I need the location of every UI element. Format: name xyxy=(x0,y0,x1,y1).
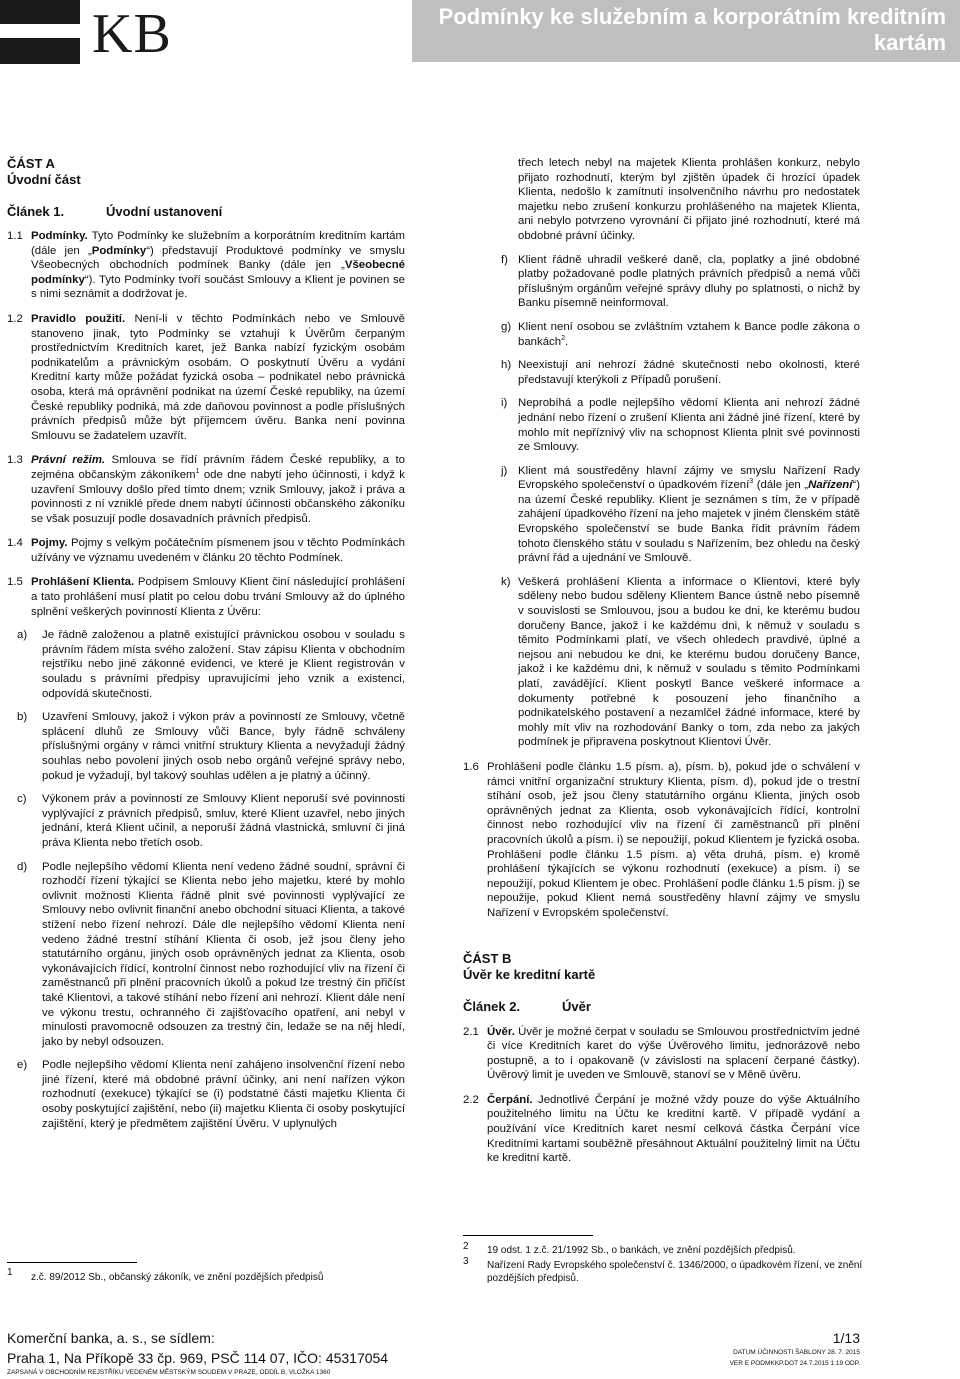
footer-registry: ZAPSANÁ V OBCHODNÍM REJSTŘÍKU VEDENÉM MĚSTSKÝM SOUDEM V PRAZE, ODDÍL B, VLOŽKA 1360 xyxy=(7,1369,331,1376)
right-column xyxy=(463,156,860,1166)
footnote-2: 19 odst. 1 z.č. 21/1992 Sb., o bankách, ve znění pozdějších předpisů. xyxy=(487,1245,796,1256)
footnote-3-number: 3 xyxy=(463,1256,469,1267)
kb-logo-text: KB xyxy=(92,3,172,65)
declaration-i: i) Neprobíhá a podle nejlepšího vědomí Klienta ani nehrozí žádné jednání nebo řízení o zrušení Klienta ani žádné jiné řízení, které by mohlo mít nepříznivý vliv na schopnost Klienta plnit své povinnosti ze Smlouvy. xyxy=(501,397,860,454)
declaration-e: e) Podle nejlepšího vědomí Klienta není zahájeno insolvenční řízení nebo jiné řízení, které má obdobné právní účinky, ani není nařízen výkon rozhodnutí (exekuce) týkající se (i) podstatné části majetku Klienta či osoby poskytující zajištění, nebo (ii) majetku Klienta či osoby poskytující zajištění, který je předmětem zajištění Úvěru. V uplynulých xyxy=(17,1059,405,1130)
part-b-label: ČÁST B xyxy=(463,950,512,966)
part-b-title: Úvěr ke kreditní kartě xyxy=(463,966,596,982)
declaration-a: a) Je řádně založenou a platně existující právnickou osobou v souladu s právním řádem místa svého založení. Stav zápisu Klienta v obchodním rejstříku nebo jiné zákonné evidenci, ve které je Klient registrován v souladu s právními předpisy upravujícími jeho vznik a existenci, odpovídá skutečnosti. xyxy=(17,629,405,700)
footnote-divider-right xyxy=(463,1235,593,1236)
footnote-2-number: 2 xyxy=(463,1241,469,1252)
section-2-1: 2.1 Úvěr. Úvěr je možné čerpat v souladu se Smlouvou prostřednictvím jedné či více Kreditních karet do výše Úvěrového limitu, jednorázově nebo postupně, a to i opakovaně (v závislosti na splacení čerpané částky). Úvěrový limit je uveden ve Smlouvě, stanoví se v Měně úvěru. xyxy=(463,1025,860,1082)
section-1-2: 1.2 Pravidlo použití. Není-li v těchto Podmínkách nebo ve Smlouvě stanoveno jinak, tyto Podmínky se vztahují k Úvěrům čerpaným prostřednictvím Kreditních karet, jež Banka nabízí fyzickým osobám podnikatelům a právnickým osobám. O poskytnutí Úvěru a vydání Kreditní karty může požádat fyzická osoba – podnikatel nebo právnická osoba, která má oprávnění podnikat na území České republiky, na území České republiky podniká, má zde daňovou povinnost a podle příslušných právních předpisů může být příjemcem úvěru. Banka není povinna Smlouvu se žadatelem uzavřít. xyxy=(7,312,406,442)
section-2-2: 2.2 Čerpání. Jednotlivé Čerpání je možné vždy pouze do výše Aktuálního použitelného limitu na Účtu ke kreditní kartě. V případě vydání a používání více Kreditních karet nesmí celková částka Čerpání více Kreditními kartami souběžně přesáhnout Aktuální použitelný limit na Účtu ke kreditní kartě. xyxy=(463,1093,860,1165)
page-number: 1/13 xyxy=(832,1330,860,1346)
kb-logo-mark xyxy=(0,0,80,64)
declaration-b: b) Uzavření Smlouvy, jakož i výkon práv a povinností ze Smlouvy, včetně splácení dluhů ze Smlouvy vůči Bance, byly řádně schváleny příslušnými orgány v rámci vnitřní struktury Klienta a nevyžadují žádný souhlas nebo povolení jiných osob nebo orgánů veřejné správy nebo, pokud je vyžadují, byl takový souhlas udělen a je platný a účinný. xyxy=(17,711,405,782)
section-1-6: 1.6 Prohlášení podle článku 1.5 písm. a), písm. b), pokud jde o schválení v rámci vnitřní organizační struktury Klienta, písm. d), pokud jde o trestní stíhání osob, jež jsou členy statutárního orgánu Klienta, jiných osob oprávněných jednat za Klienta, osob vykonávajících řídící, kontrolní činnost nebo rozhodující vliv na řízení či zaměstnanců při plnění pracovních úkolů a písm. i) se nepoužijí, pokud Klientem je fyzická osoba. Prohlášení podle článku 1.5 písm. a) věta druhá, písm. e) kromě prohlášení týkajících se výkonu rozhodnutí (exekuce) a písm. i) se nepoužijí, pokud Klientem je obec. Prohlášení podle článku 1.5 písm. j) se nepoužije, pokud Klient nemá soustředěny hlavní zájmy ve smyslu Nařízení v Evropském společenství. xyxy=(463,760,860,919)
left-column xyxy=(7,156,405,1131)
section-1-4: 1.4 Pojmy. Pojmy s velkým počátečním písmenem jsou v těchto Podmínkách užívány ve významu uvedeném v článku 20 těchto Podmínek. xyxy=(7,537,405,564)
section-1-5: 1.5 Prohlášení Klienta. Podpisem Smlouvy Klient činí následující prohlášení a tato prohlášení musí platit po celou dobu trvání Smlouvy až do úplného splnění veškerých povinností Klienta z Úvěru: xyxy=(7,576,405,618)
footnote-divider-left xyxy=(7,1262,137,1263)
footnote-1-number: 1 xyxy=(7,1267,13,1278)
declaration-c: c) Výkonem práv a povinností ze Smlouvy Klient neporuší své povinnosti vyplývající z právních předpisů, smluv, které Klient uzavřel, nebo jiných jednání, která Klient učinil, a neporuší žádná vlastnická, smluvní či jiná práva Klienta nebo třetích osob. xyxy=(17,793,405,849)
template-version: VER E PODMKKP.DOT 24.7.2015 1:19 ODP. xyxy=(729,1360,860,1367)
section-1-1: 1.1 Podmínky. Tyto Podmínky ke služebním a korporátním kreditním kartám (dále jen „Podmínky“) představují Produktové podmínky ve smyslu Všeobecných obchodních podmínek Banky (dále jen „Všeobecné podmínky“). Tyto Podmínky tvoří součást Smlouvy a Klient je povinen se s nimi seznámit a dodržovat je. xyxy=(7,230,406,301)
template-effective-date: DATUM ÚČINNOSTI ŠABLONY 28. 7. 2015 xyxy=(733,1349,860,1356)
declaration-j: j) Klient má soustředěny hlavní zájmy ve smyslu Nařízení Rady Evropského společenství o úpadkovém řízení$^3$ (dále jen „Nařízení“) na území České republiky. Klient je seznámen s tím, že v případě zahájení úpadkového řízení na jeho majetek v jiném členském státě Evropského společenství se bude Banka řídit právním řádem tohoto členského státu v souladu s Nařízením, bez ohledu na český právní řád a ujednání ve Smlouvě. xyxy=(501,464,860,565)
footnote-3: Nařízení Rady Evropského společenství č. 1346/2000, o úpadkovém řízení, ve znění pozdějších předpisů. xyxy=(487,1260,863,1284)
section-1-3: 1.3 Právní režim. Smlouva se řídí právním řádem České republiky, a to zejména občanským zákoníkem$^1$ ode dne nabytí jeho účinnosti, i když k uzavření Smlouvy došlo před tímto dnem; vznik Smlouvy, jakož i práva a povinnosti z ní vzniklé přede dnem nabytí účinnosti občanského zákoníku se však posuzují podle dosavadních právních předpisů. xyxy=(7,454,405,525)
footnote-1: z.č. 89/2012 Sb., občanský zákoník, ve znění pozdějších předpisů xyxy=(31,1272,324,1283)
part-a-title: Úvodní část xyxy=(7,172,81,187)
declaration-h: h) Neexistují ani nehrozí žádné skutečnosti nebo okolnosti, které představují kterýkoli z Případů porušení. xyxy=(501,359,860,386)
declaration-e-continued: třech letech nebyl na majetek Klienta prohlášen konkurz, nebylo přijato rozhodnutí, kterým byl zjištěn úpadek či hrozící úpadek Klienta, nedošlo k zamítnutí insolvenčního návrhu pro nedostatek majetku nebo zrušení konkurzu prohlášeného na majetek Klienta, ani nebylo potvrzeno vyrovnání či přijato jiné rozhodnutí, které má obdobné právní účinky. xyxy=(518,157,860,242)
footer-address: Praha 1, Na Příkopě 33 čp. 969, PSČ 114 07, IČO: 45317054 xyxy=(7,1350,389,1366)
title-band xyxy=(412,0,960,62)
article-2-heading: Článek 2. Úvěr xyxy=(463,998,591,1014)
document-title: Podmínky ke služebním a korporátním kreditním kartám xyxy=(438,4,946,55)
declaration-g: g) Klient není osobou se zvláštním vztahem k Bance podle zákona o bankách$^2$. xyxy=(501,320,860,348)
footer-company: Komerční banka, a. s., se sídlem: xyxy=(7,1330,215,1346)
declaration-f: f) Klient řádně uhradil veškeré daně, cla, poplatky a jiné obdobné platby požadované podle platných právních předpisů a nemá vůči příslušným orgánům veřejné správy dluhy po splatnosti, o nichž by Banku písemně neinformoval. xyxy=(501,253,860,310)
declaration-k: k) Veškerá prohlášení Klienta a informace o Klientovi, které byly sděleny nebo budou sděleny Klientem Bance ústně nebo písemně v souvislosti se Smlouvou, jsou a budou ke dni, ke kterému budou doručeny Bance, jakož i ke každému dni, k němuž v souladu s těmito Podmínkami platí, ve všech ohledech pravdivé, úplné a nejsou ani nebudou ke dni, ke kterému budou doručeny Bance, jakož i ke každému dni, k němuž v souladu s těmito Podmínkami platí, zavádějící. Klient poskytl Bance veškeré informace a dokumenty potřebné k posouzení jeho finančního a podnikatelského postavení a nezamlčel žádné informace, které by mohly mít vliv na rozhodování Banky o tom, zda nebo za jakých podmínek je připravena poskytnout Klientovi Úvěr. xyxy=(501,575,860,749)
part-a-label: ČÁST A xyxy=(7,156,55,171)
declaration-d: d) Podle nejlepšího vědomí Klienta není vedeno žádné soudní, správní či rozhodčí řízení týkající se Klienta nebo jeho majetku, které by mohlo ovlivnit možnosti Klienta řádně plnit své povinnosti vyplývající ze Smlouvy nebo ovlivnit finanční anebo obchodní situaci Klienta, a takové stížení nebo řízení nehrozí. Dále dle nejlepšího vědomí Klienta není vedeno žádné trestní stíhání Klienta či osob, jež jsou členy jeho statutárního orgánu, jiných osob oprávněných jednat za Klienta, osob vykonávajících řídící, kontrolní činnost nebo rozhodující vliv na řízení či zaměstnanců při plnění pracovních úkolů a pokud lze trestný čin přičíst také Klientovi, a takové stíhání nebo řízení ani nehrozí. Klient dále není ve výkonu trestu, ochranného či zajišťovacího opatření, ani nebyl v minulosti pravomocně odsouzen za trestný čin, ledaže se na něj hledí, jako by nebyl odsouzen. xyxy=(17,860,405,1048)
article-1-heading: Článek 1. Úvodní ustanovení xyxy=(7,204,223,219)
